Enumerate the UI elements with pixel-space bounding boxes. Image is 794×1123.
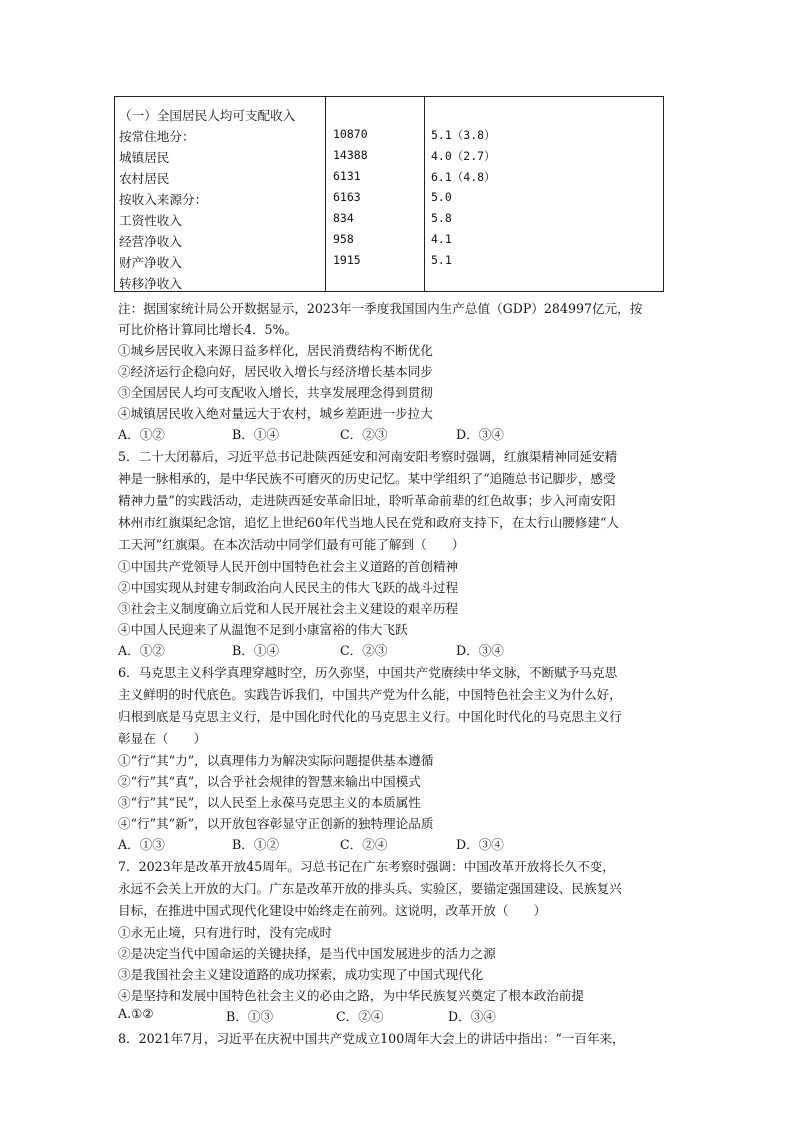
income-table (114, 96, 664, 292)
q7-stem-line: 永远不会关上开放的大门。广东是改革开放的排头兵、实验区，要锚定强国建设、民族复兴 (118, 881, 622, 896)
option-a[interactable]: A．①③ (118, 837, 165, 852)
q5-choice-item: ③社会主义制度确立后党和人民开展社会主义建设的艰辛历程 (118, 601, 459, 616)
q5-stem-line: 5．二十大闭幕后，习近平总书记赴陕西延安和河南安阳考察时强调，红旗渠精神同延安精 (118, 449, 618, 464)
q4-choice-item: ①城乡居民收入来源日益多样化，居民消费结构不断优化 (118, 343, 433, 358)
q6-choice-item: ②“行”其“真”，以合乎社会规律的智慧来输出中国模式 (118, 774, 421, 789)
option-b[interactable]: B．①④ (232, 427, 280, 442)
q5-stem-line: 工天河”红旗渠。在本次活动中同学们最有可能了解到（ ） (118, 537, 465, 552)
option-d[interactable]: D．③④ (448, 1009, 496, 1024)
table-cell: 按常住地分： (119, 129, 195, 144)
table-cell: 经营净收入 (119, 234, 182, 249)
q6-choice-item: ④“行”其“新”，以开放包容彰显守正创新的独特理论品质 (118, 816, 434, 831)
option-c[interactable]: C．②③ (340, 427, 388, 442)
q6-stem-line: 6．马克思主义科学真理穿越时空，历久弥坚，中国共产党赓续中华文脉，不断赋予马克思 (118, 665, 618, 680)
option-b[interactable]: B．①② (232, 837, 280, 852)
table-cell: 5.1（3.8） (431, 128, 496, 142)
table-cell: 财产净收入 (119, 255, 182, 270)
q6-stem-line: 归根到底是马克思主义行，是中国化时代化的马克思主义行。中国化时代化的马克思主义行 (118, 709, 622, 724)
table-cell: 按收入来源分： (119, 192, 208, 207)
option-a[interactable]: A．①② (118, 643, 165, 658)
q5-stem-line: 神是一脉相承的，是中华民族不可磨灭的历史记忆。某中学组织了“追随总书记脚步，感受 (118, 471, 616, 486)
table-cell: 6163 (333, 190, 361, 204)
q7-choice-item: ②是决定当代中国命运的关键抉择，是当代中国发展进步的活力之源 (118, 946, 496, 961)
option-d[interactable]: D．③④ (456, 643, 504, 658)
q5-choice-item: ②中国实现从封建专制政治向人民民主的伟大飞跃的战斗过程 (118, 580, 459, 595)
option-d[interactable]: D．③④ (456, 837, 504, 852)
table-cell: 4.1 (431, 232, 452, 246)
table-column-category (115, 97, 326, 291)
option-c[interactable]: C．②④ (340, 837, 388, 852)
table-cell: 834 (333, 211, 354, 225)
q5-choice-item: ①中国共产党领导人民开创中国特色社会主义道路的首创精神 (118, 559, 459, 574)
option-c[interactable]: C．②④ (336, 1009, 384, 1024)
option-b[interactable]: B．①④ (232, 643, 280, 658)
q6-choice-item: ③“行”其“民”，以人民至上永葆马克思主义的本质属性 (118, 795, 421, 810)
q6-stem-line: 彰显在（ ） (118, 731, 207, 746)
table-column-amount (325, 97, 425, 291)
q6-stem-line: 主义鲜明的时代底色。实践告诉我们，中国共产党为什么能，中国特色社会主义为什么好， (118, 687, 622, 702)
table-cell: 14388 (333, 148, 368, 162)
table-cell: 6.1（4.8） (431, 170, 496, 184)
table-cell: 10870 (333, 127, 368, 141)
table-cell: 转移净收入 (119, 276, 182, 291)
table-cell: 958 (333, 232, 354, 246)
table-cell: 5.1 (431, 253, 452, 267)
table-note: 可比价格计算同比增长4．5%。 (118, 322, 298, 337)
table-cell: 5.0 (431, 190, 452, 204)
table-cell: 农村居民 (119, 171, 170, 186)
table-cell: 5.8 (431, 211, 452, 225)
table-cell: 工资性收入 (119, 213, 182, 228)
option-a[interactable]: A．①② (118, 427, 165, 442)
table-cell: 4.0（2.7） (431, 149, 496, 163)
option-a[interactable]: A.①② (118, 1006, 154, 1021)
q7-choice-item: ①永无止境，只有进行时，没有完成时 (118, 925, 333, 940)
q4-choice-item: ②经济运行企稳向好，居民收入增长与经济增长基本同步 (118, 364, 433, 379)
q5-choice-item: ④中国人民迎来了从温饱不足到小康富裕的伟大飞跃 (118, 622, 408, 637)
table-note: 注：据国家统计局公开数据显示，2023年一季度我国国内生产总值（GDP）284997亿元，按 (118, 301, 643, 316)
q6-choice-item: ①“行”其“力”，以真理伟力为解决实际问题提供基本遵循 (118, 753, 434, 768)
q4-choice-item: ④城镇居民收入绝对量远大于农村，城乡差距进一步拉大 (118, 406, 433, 421)
table-column-growth (425, 97, 663, 291)
option-b[interactable]: B．①③ (226, 1009, 274, 1024)
q7-choice-item: ③是我国社会主义建设道路的成功探索，成功实现了中国式现代化 (118, 967, 484, 982)
option-d[interactable]: D．③④ (456, 427, 504, 442)
q5-stem-line: 林州市红旗渠纪念馆，追忆上世纪60年代当地人民在党和政府支持下，在太行山腰修建“人 (118, 515, 620, 530)
table-cell: （一）全国居民人均可支配收入 (119, 108, 296, 123)
q8-stem-line: 8．2021年7月，习近平在庆祝中国共产党成立100周年大会上的讲话中指出：“一百年来， (118, 1031, 625, 1046)
table-cell: 1915 (333, 253, 361, 267)
q5-stem-line: 精神力量”的实践活动，走进陕西延安革命旧址，聆听革命前辈的红色故事；步入河南安阳 (118, 493, 616, 508)
q4-choice-item: ③全国居民人均可支配收入增长，共享发展理念得到贯彻 (118, 385, 433, 400)
q7-choice-item: ④是坚持和发展中国特色社会主义的必由之路，为中华民族复兴奠定了根本政治前提 (118, 988, 584, 1003)
q7-stem-line: 目标，在推进中国式现代化建设中始终走在前列。这说明，改革开放（ ） (118, 903, 547, 918)
option-c[interactable]: C．②③ (340, 643, 388, 658)
table-cell: 城镇居民 (119, 150, 170, 165)
table-cell: 6131 (333, 169, 361, 183)
q7-stem-line: 7．2023年是改革开放45周年。习总书记在广东考察时强调：中国改革开放将长久不变， (118, 859, 615, 874)
